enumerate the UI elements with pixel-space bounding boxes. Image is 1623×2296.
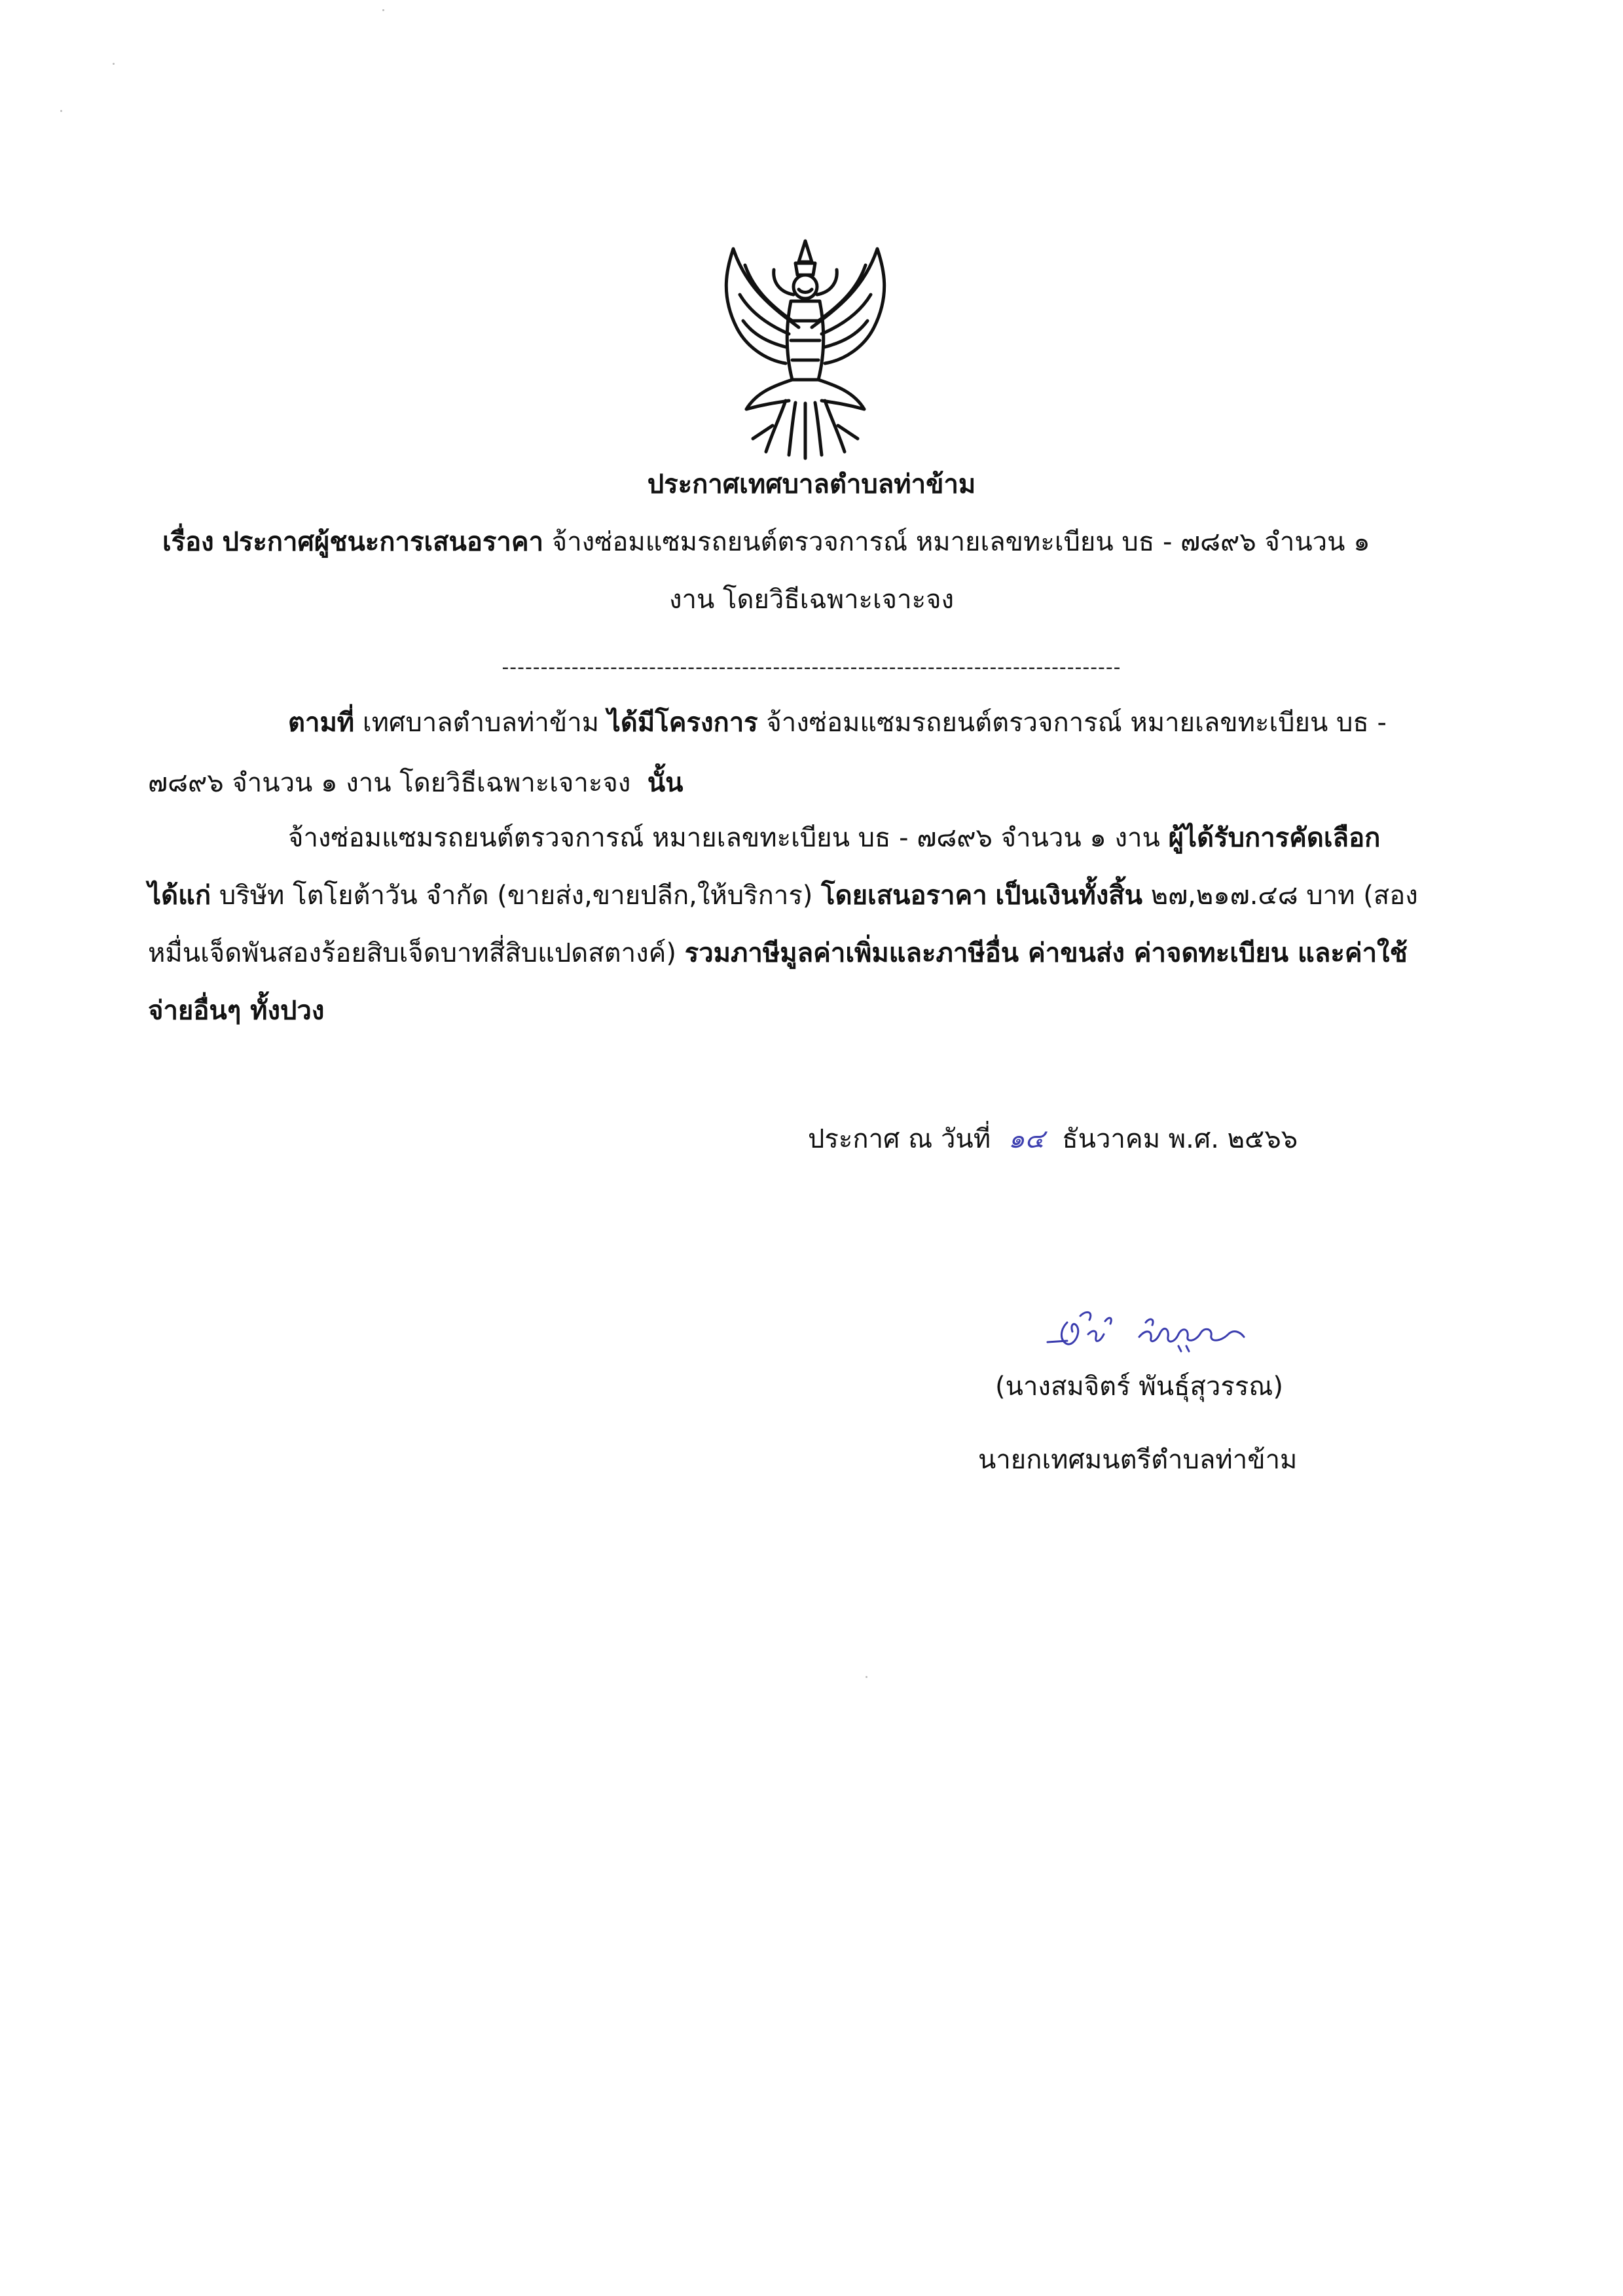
scan-speck [60, 110, 62, 112]
para2-line1-bold: ผู้ได้รับการคัดเลือก [1168, 823, 1381, 853]
subject-line-1 [162, 524, 1370, 560]
announcement-date [808, 1121, 1298, 1157]
subject-heading: ประกาศผู้ชนะการเสนอราคา [222, 527, 544, 557]
para2-line1-text: จ้างซ่อมแซมรถยนต์ตรวจการณ์ หมายเลขทะเบียน บธ - ๗๘๙๖ จำนวน ๑ งาน [288, 823, 1160, 853]
date-prefix: ประกาศ ณ วันที่ [808, 1124, 991, 1154]
document-title: ประกาศเทศบาลตำบลท่าข้าม [647, 469, 976, 500]
scan-speck [382, 9, 384, 11]
paragraph-2-line-2 [148, 877, 1418, 914]
para2-line2-text-a: บริษัท โตโยต้าวัน จำกัด (ขายส่ง,ขายปลีก,ให้บริการ) [219, 881, 813, 911]
signer-position: นายกเทศมนตรีตำบลท่าข้าม [978, 1445, 1298, 1475]
para2-line2-bold-a: ได้แก่ [148, 881, 211, 911]
subject-line-2: งาน โดยวิธีเฉพาะเจาะจง [668, 585, 955, 615]
date-month-year: ธันวาคม พ.ศ. ๒๕๖๖ [1062, 1124, 1298, 1154]
para1-lead: ตามที่ [288, 708, 355, 738]
para2-line2-text-b: ๒๗,๒๑๗.๔๘ บาท (สอง [1150, 881, 1418, 911]
para1-text-a: เทศบาลตำบลท่าข้าม [362, 708, 600, 738]
paragraph-2-line-3 [148, 935, 1408, 972]
scan-speck [113, 63, 115, 65]
para2-line3-bold: รวมภาษีมูลค่าเพิ่มและภาษีอื่น ค่าขนส่ง ค่าจดทะเบียน และค่าใช้ [684, 938, 1408, 968]
para1-line2-bold: นั้น [647, 768, 684, 798]
handwritten-signature [1041, 1303, 1257, 1362]
paragraph-1-line-2 [148, 765, 683, 801]
paragraph-2-line-4: จ่ายอื่นๆ ทั้งปวง [148, 996, 325, 1026]
paragraph-2-line-1 [288, 820, 1380, 856]
para1-text-b: จ้างซ่อมแซมรถยนต์ตรวจการณ์ หมายเลขทะเบียน บธ - [766, 708, 1387, 738]
scan-speck [866, 1676, 867, 1678]
para2-line3-text: หมื่นเจ็ดพันสองร้อยสิบเจ็ดบาทสี่สิบแปดสตางค์) [148, 938, 677, 968]
para1-mid: ได้มีโครงการ [607, 708, 758, 738]
subject-text: จ้างซ่อมแซมรถยนต์ตรวจการณ์ หมายเลขทะเบียน บธ - ๗๘๙๖ จำนวน ๑ [551, 527, 1370, 557]
para2-line2-bold-b: โดยเสนอราคา [821, 881, 987, 911]
subject-label: เรื่อง [162, 527, 214, 557]
para2-line2-bold-c: เป็นเงินทั้งสิ้น [995, 881, 1142, 911]
signer-name: (นางสมจิตร์ พันธุ์สุวรรณ) [995, 1372, 1284, 1402]
garuda-emblem-icon [701, 229, 910, 465]
date-day-handwritten: ๑๔ [1008, 1124, 1045, 1154]
para1-line2-text: ๗๘๙๖ จำนวน ๑ งาน โดยวิธีเฉพาะเจาะจง [148, 768, 631, 798]
divider-line: -------------------------------------------------------------------------------- [501, 656, 1122, 679]
paragraph-1-line-1 [288, 704, 1387, 741]
